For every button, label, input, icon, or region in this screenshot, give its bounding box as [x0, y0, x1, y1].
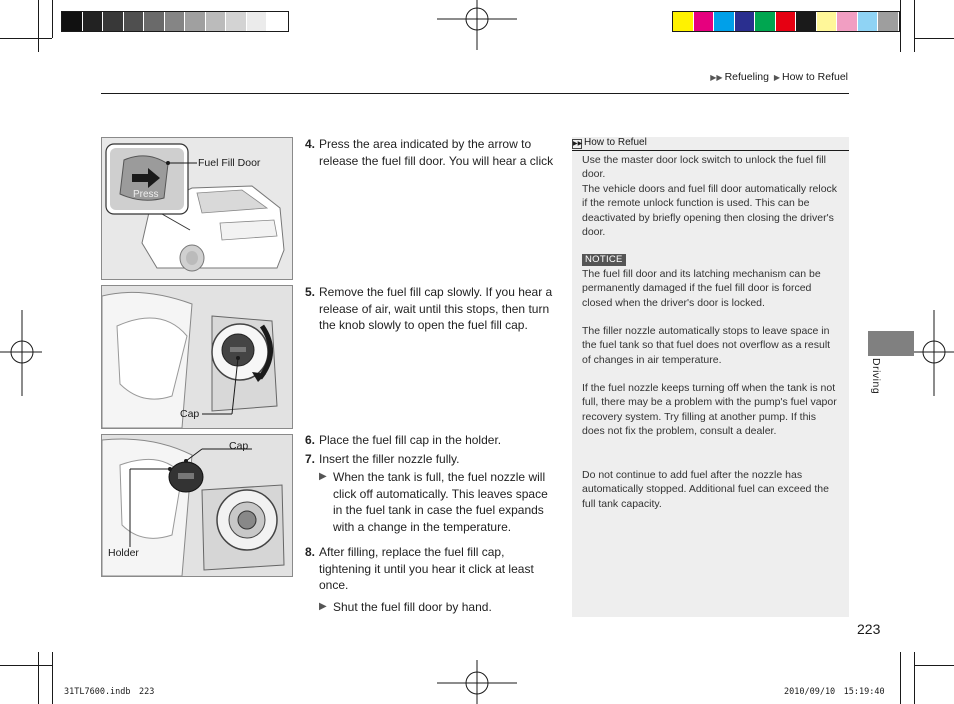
gray-swatch [144, 12, 165, 31]
registration-mark-right [912, 310, 954, 396]
how-to-refuel-panel [572, 137, 849, 617]
step-6 [305, 432, 557, 449]
color-swatch [694, 12, 715, 31]
color-swatch [673, 12, 694, 31]
triangle-icon: ▶ [319, 471, 327, 482]
step-text: After filling, replace the fuel fill cap, tightening it until you hear it click at least once. [319, 545, 534, 592]
press-label: Press [133, 189, 159, 200]
figure-cap-removal [101, 285, 293, 429]
step-8 [305, 544, 557, 594]
substep-text: Shut the fuel fill door by hand. [333, 600, 492, 614]
cap-illustration [102, 286, 292, 428]
gray-swatch [226, 12, 247, 31]
gray-swatch [206, 12, 227, 31]
page-number: 223 [857, 621, 881, 637]
gray-color-bar [61, 11, 289, 32]
breadcrumb [708, 71, 848, 83]
step-number: 7. [305, 452, 316, 466]
double-triangle-icon: ▶▶ [710, 73, 723, 82]
color-swatch [735, 12, 756, 31]
chapter-label: Driving [870, 358, 882, 395]
panel-paragraph-2: The vehicle doors and fuel fill door automatically relock if the remote unlock function is used. This can be deactivated by briefly opening then closing the driver's door. [582, 183, 838, 238]
panel-paragraph-6: Do not continue to add fuel after the nozzle has automatically stopped. Additional fuel can exceed the full tank capacity. [582, 469, 829, 510]
step-text: Insert the filler nozzle fully. [319, 452, 460, 466]
chapter-tab [868, 331, 914, 356]
color-swatch [776, 12, 797, 31]
holder-label: Holder [108, 547, 139, 559]
triangle-icon: ▶ [773, 73, 781, 82]
step-text: Place the fuel fill cap in the holder. [319, 433, 502, 447]
color-swatch [714, 12, 735, 31]
step-number: 6. [305, 433, 316, 447]
step-text: Press the area indicated by the arrow to release the fuel fill door. You will hear a click [319, 137, 554, 168]
step-number: 5. [305, 285, 316, 299]
step-number: 4. [305, 137, 316, 151]
breadcrumb-page: How to Refuel [782, 71, 848, 83]
gray-swatch [83, 12, 104, 31]
gray-swatch [267, 12, 288, 31]
registration-mark-top [437, 0, 517, 50]
gray-swatch [124, 12, 145, 31]
color-swatch [796, 12, 817, 31]
footer-file: 31TL7600.indb 223 [64, 687, 155, 697]
gray-swatch [185, 12, 206, 31]
step-4 [305, 136, 557, 169]
figure-cap-holder [101, 434, 293, 577]
panel-paragraph-4: The filler nozzle automatically stops to leave space in the fuel tank so that fuel does not overflow as a result of changes in air temperature. [582, 325, 831, 366]
registration-mark-left [0, 310, 42, 396]
gray-swatch [62, 12, 83, 31]
color-swatch [817, 12, 838, 31]
substep-text: When the tank is full, the fuel nozzle will click off automatically. This leaves space in the fuel tank in case the fuel expands with a change in the temperature. [333, 470, 548, 534]
triangle-icon: ▶ [319, 601, 327, 612]
notice-badge: NOTICE [582, 254, 626, 266]
substep-8 [319, 599, 559, 616]
figure-fuel-fill-door [101, 137, 293, 280]
panel-header [572, 137, 849, 151]
process-color-bar [672, 11, 900, 32]
fuel-fill-door-label: Fuel Fill Door [198, 157, 261, 169]
step-text: Remove the fuel fill cap slowly. If you hear a release of air, wait until this stops, then turn the knob slowly to open the fuel fill cap. [319, 285, 553, 332]
panel-title: How to Refuel [584, 137, 647, 148]
gray-swatch [103, 12, 124, 31]
cap-label-fig3: Cap [229, 440, 249, 452]
car-illustration [102, 138, 292, 279]
step-number: 8. [305, 545, 316, 559]
header-rule [101, 93, 849, 94]
cap-label-fig2: Cap [180, 408, 200, 420]
panel-paragraph-5: If the fuel nozzle keeps turning off when the tank is not full, there may be a problem with the pump's fuel vapor recovery system. Try filling at another pump. If this does not fix the problem, consult a dealer. [582, 382, 837, 437]
color-swatch [878, 12, 899, 31]
panel-paragraph-3: The fuel fill door and its latching mechanism can be permanently damaged if the fuel fill door is forced closed when the driver's door is locked. [582, 268, 821, 309]
reference-icon: ▶▶ [573, 141, 583, 147]
breadcrumb-section: Refueling [724, 71, 769, 83]
step-7 [305, 451, 557, 468]
color-swatch [837, 12, 858, 31]
gray-swatch [165, 12, 186, 31]
footer-timestamp: 2010/09/10 15:19:40 [784, 687, 885, 697]
registration-mark-bottom [437, 660, 517, 704]
panel-paragraph-1: Use the master door lock switch to unlock the fuel fill door. [582, 154, 826, 181]
substep-7 [319, 469, 559, 535]
step-5 [305, 284, 557, 334]
color-swatch [858, 12, 879, 31]
color-swatch [755, 12, 776, 31]
gray-swatch [247, 12, 268, 31]
